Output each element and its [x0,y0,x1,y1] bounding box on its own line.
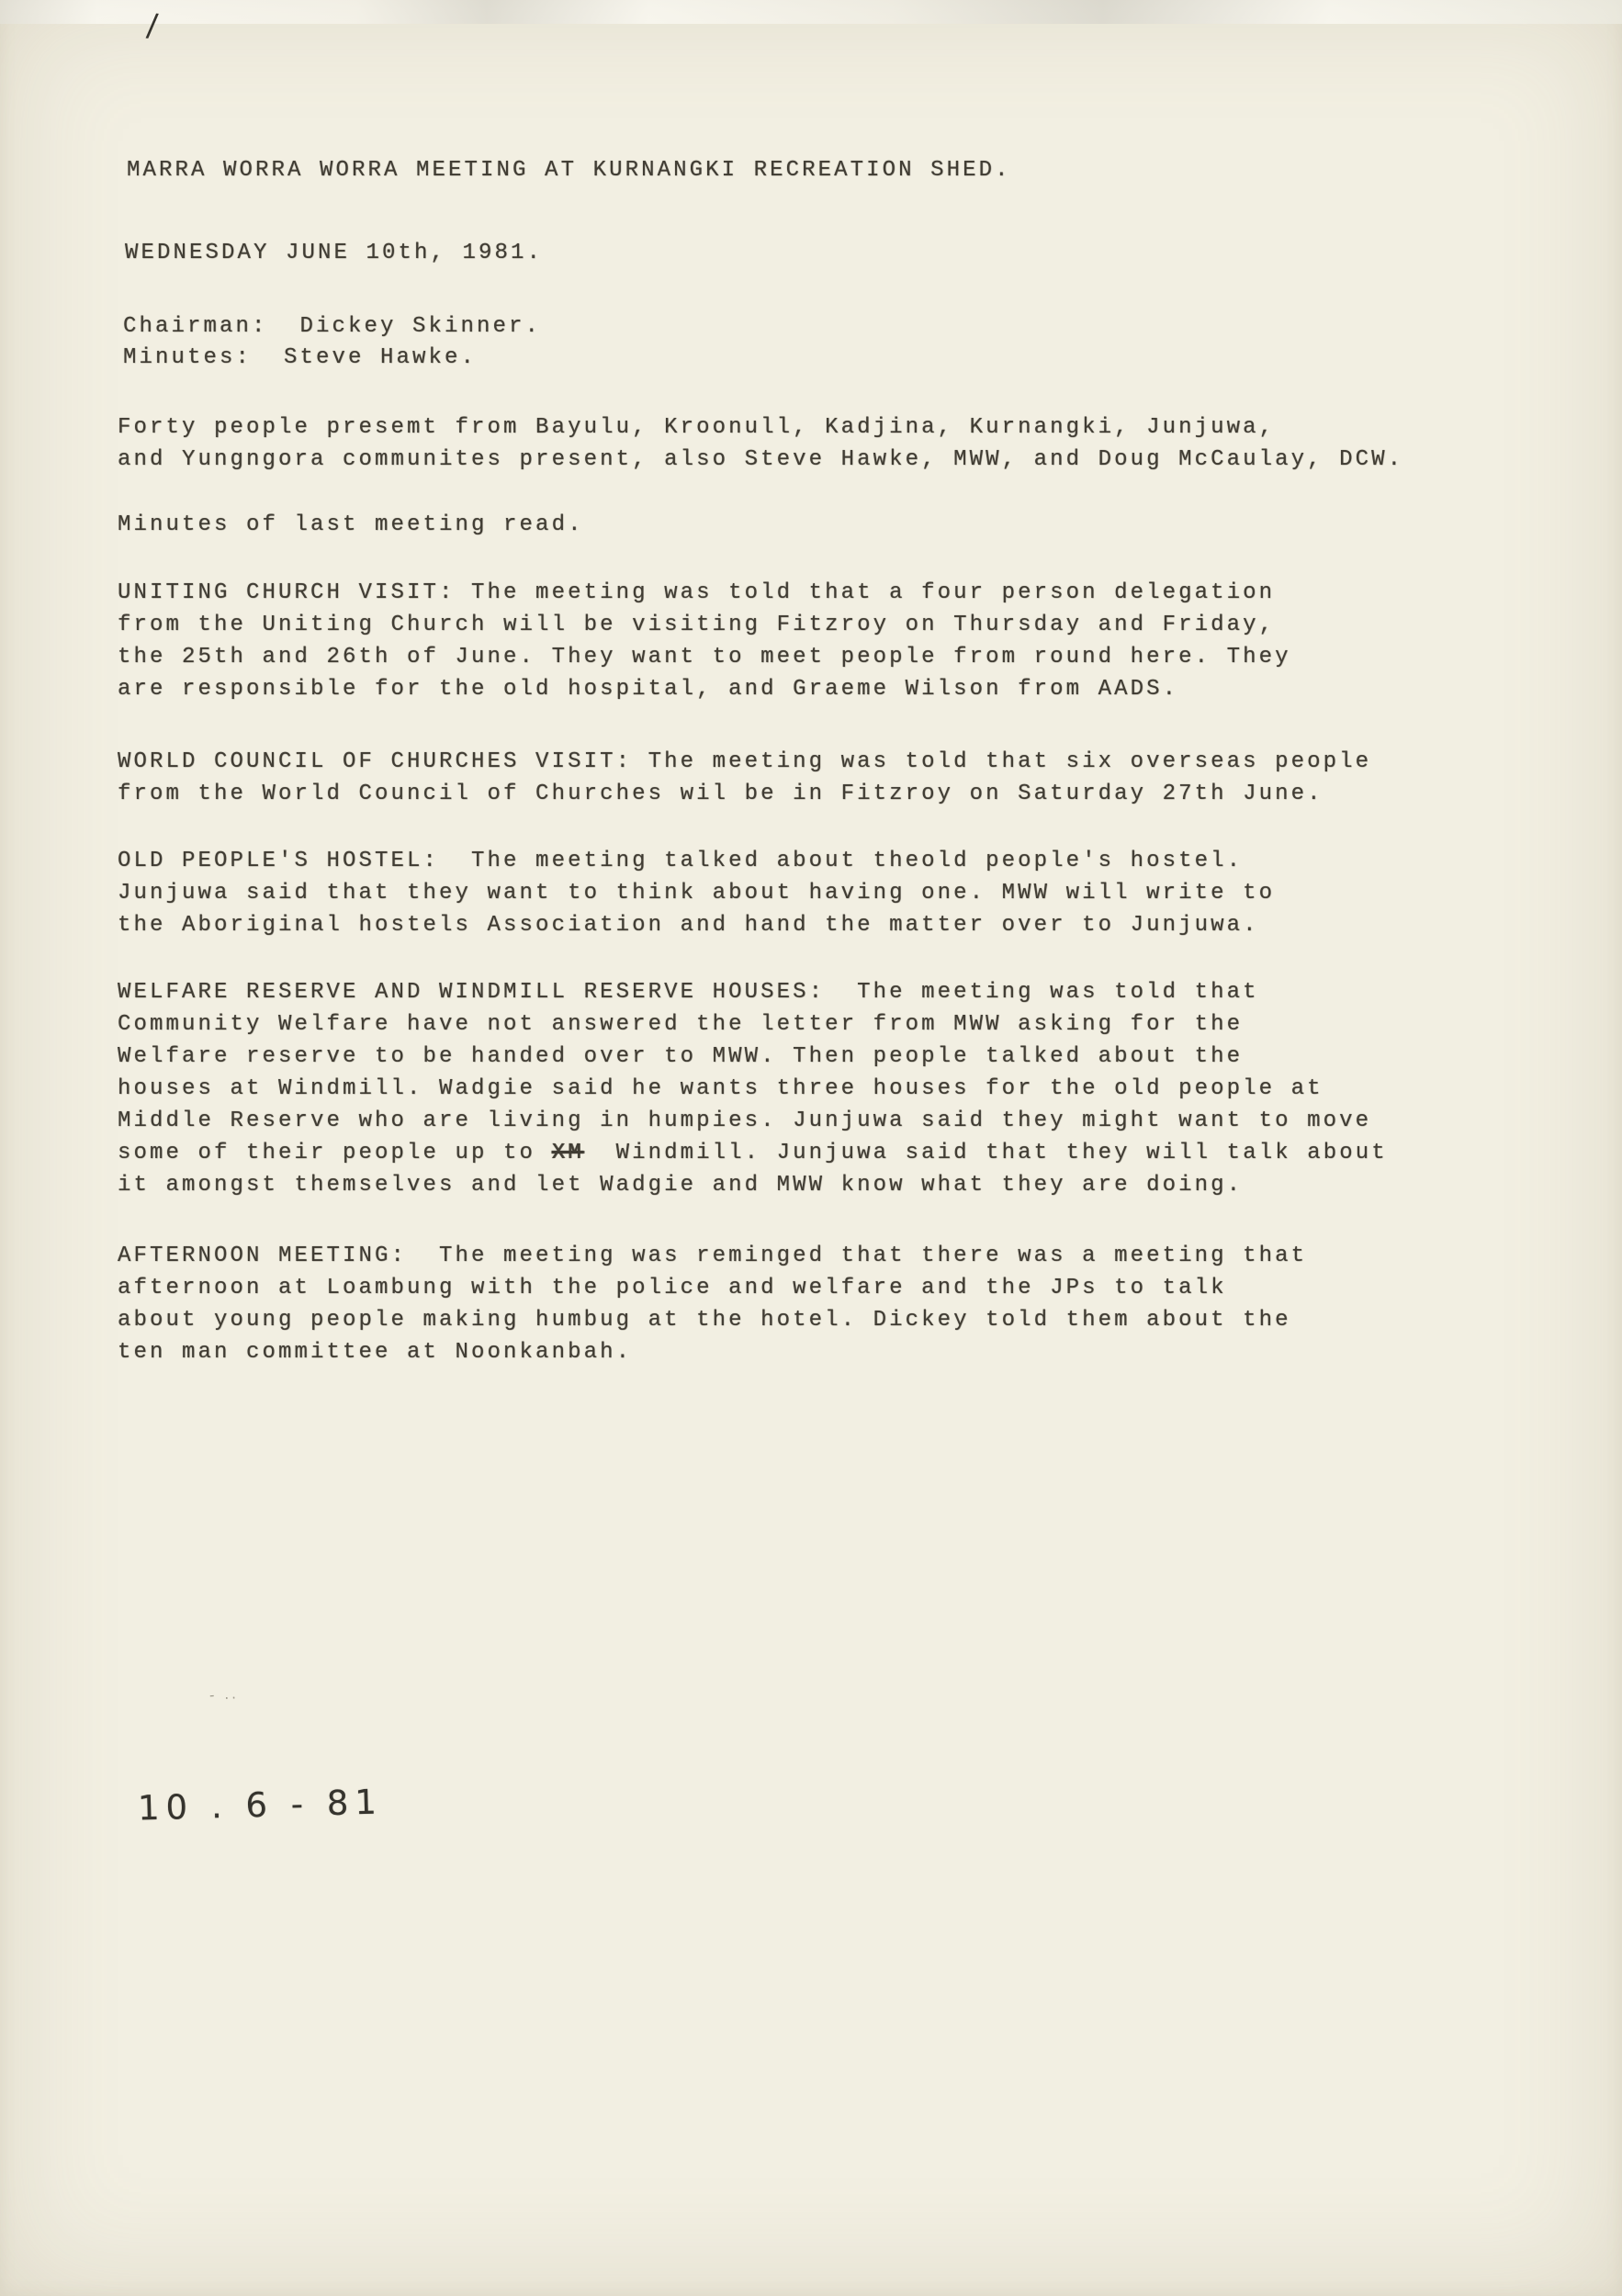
scan-edge-artifact [0,0,1622,24]
section-old-peoples-hostel: OLD PEOPLE'S HOSTEL: The meeting talked about theold people's hostel. Junjuwa said that they want to think about having one. MWW will write to the Aboriginal hostels Association and hand the matter over to Junjuwa. [118,849,1276,938]
paragraph-minutes-read: Minutes of last meeting read. [118,512,584,537]
welfare-text-after: Windmill. Junjuwa said that they will talk about it amongst themselves and let Wadgie and MWW know what they are doing. [118,1141,1388,1198]
section-world-council-of-churches-visit: WORLD COUNCIL OF CHURCHES VISIT: The meeting was told that six overseas people from the World Council of Churches wil be in Fitzroy on Saturday 27th June. [118,749,1372,806]
pencil-squiggle-mark: - .. [208,1685,240,1704]
section-afternoon-meeting: AFTERNOON MEETING: The meeting was reminged that there was a meeting that afternoon at Loambung with the police and welfare and the JPs to talk about young people making humbug at the hotel. Dickey told them about the ten man committee at Noonkanbah. [118,1244,1308,1365]
date-line: WEDNESDAY JUNE 10th, 1981. [125,241,544,265]
welfare-text-before: WELFARE RESERVE AND WINDMILL RESERVE HOUSES: The meeting was told that Community Welfare have not answered the letter from MWW asking for the Welfare reserve to be handed over to MWW. Then people talked about the houses at Windmill. Wadgie said he wants three houses for the old people at Middle Reserve who are living in humpies. Junjuwa said they might want to move some of their people up to [118,980,1372,1165]
section-welfare-reserve-and-windmill-houses [118,976,1388,1201]
minutes-taker-line: Minutes: Steve Hawke. [123,345,478,370]
struck-out-text: XM [551,1141,584,1165]
paragraph-attendance: Forty people presemt from Bayulu, Kroonull, Kadjina, Kurnangki, Junjuwa, and Yungngora communites present, also Steve Hawke, MWW, and Doug McCaulay, DCW. [118,415,1404,472]
section-uniting-church-visit: UNITING CHURCH VISIT: The meeting was told that a four person delegation from the Uniting Church will be visiting Fitzroy on Thursday and Friday, the 25th and 26th of June. They want to meet people from round here. They are responsible for the old hospital, and Graeme Wilson from AADS. [118,580,1291,702]
handwritten-date: 10 . 6 - 81 [137,1782,384,1829]
chairman-line: Chairman: Dickey Skinner. [123,314,542,339]
document-title: MARRA WORRA WORRA MEETING AT KURNANGKI RECREATION SHED. [127,158,1011,183]
pen-tick-mark: / [144,6,160,45]
